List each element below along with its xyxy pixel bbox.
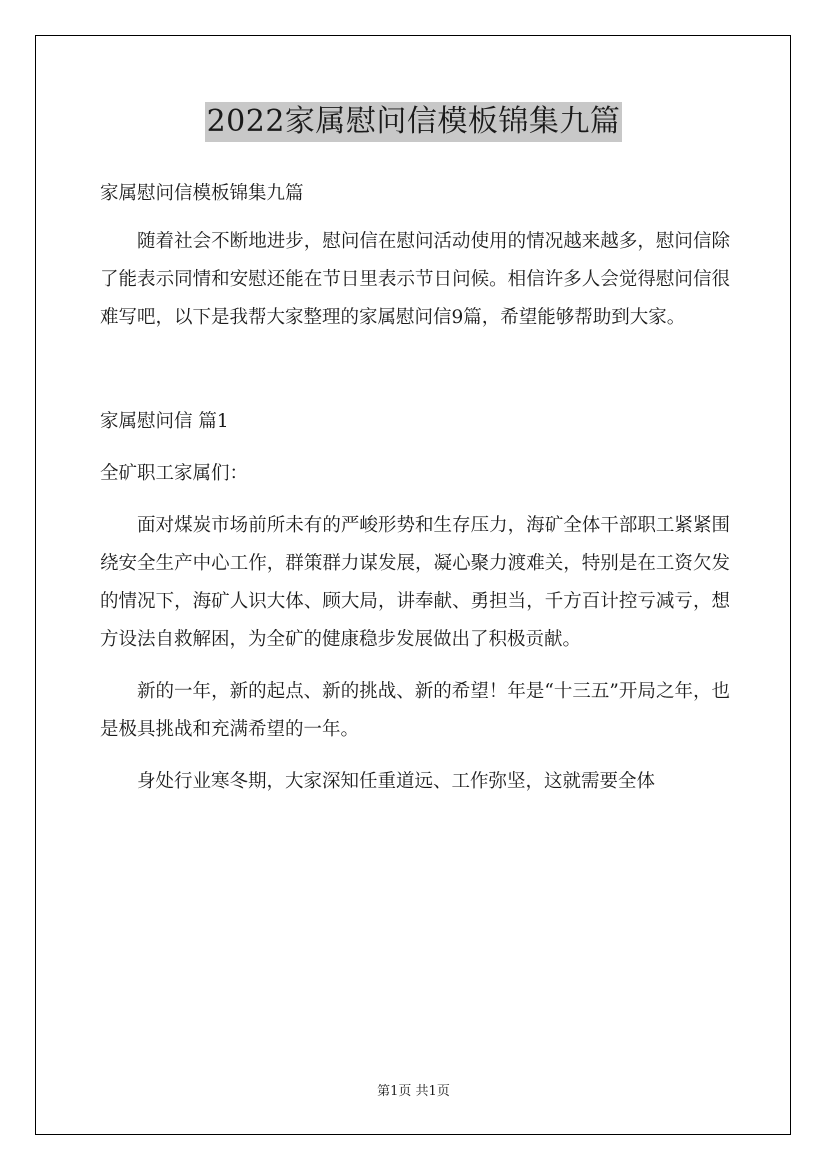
intro-paragraph: 随着社会不断地进步，慰问信在慰问活动使用的情况越来越多，慰问信除了能表示同情和安慰还能在节日里表示节日问候。相信许多人会觉得慰问信很难写吧，以下是我帮大家整理的家属慰问信9篇，希望能够帮助到大家。	[100, 231, 730, 328]
document-subtitle: 家属慰问信模板锦集九篇	[100, 183, 304, 204]
body-paragraph: 身处行业寒冬期，大家深知任重道远、工作弥坚，这就需要全体	[137, 771, 656, 792]
salutation: 全矿职工家属们：	[100, 463, 249, 484]
body-paragraph: 面对煤炭市场前所未有的严峻形势和生存压力，海矿全体干部职工紧紧围绕安全生产中心工作，群策群力谋发展，凝心聚力渡难关，特别是在工资欠发的情况下，海矿人识大体、顾大局，讲奉献、勇担当，千方百计控亏减亏，想方设法自救解困，为全矿的健康稳步发展做出了积极贡献。	[100, 515, 730, 650]
body-paragraph: 新的一年，新的起点、新的挑战、新的希望！年是“十三五”开局之年，也是极具挑战和充满希望的一年。	[100, 681, 730, 740]
document-title: 2022家属慰问信模板锦集九篇	[205, 102, 623, 142]
document-body	[100, 175, 730, 801]
page-footer	[0, 1083, 827, 1101]
page-number: 第1页 共1页	[377, 1084, 450, 1099]
section-heading: 家属慰问信 篇1	[100, 411, 229, 432]
title-wrap	[0, 102, 827, 142]
